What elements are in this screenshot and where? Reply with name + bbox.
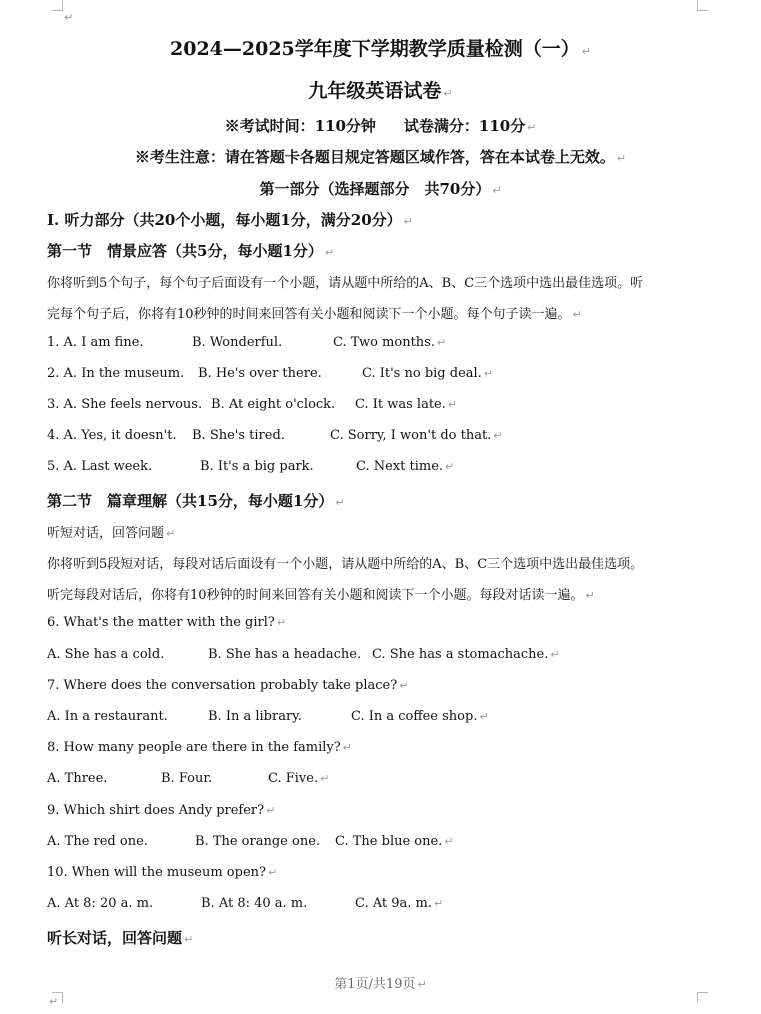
exam-title: 2024—2025学年度下学期教学质量检测（一） ↵: [170, 38, 591, 60]
option-c: C. It's no big deal. ↵: [362, 366, 494, 381]
paragraph-mark: ↵: [64, 11, 74, 24]
option-c: C. Next time. ↵: [356, 459, 455, 474]
option-c: C. Sorry, I won't do that. ↵: [330, 428, 503, 443]
option-b: B. In a library.: [208, 709, 302, 724]
option-b: B. She's tired.: [192, 428, 285, 443]
question-stem: 7. Where does the conversation probably take place? ↵: [47, 678, 409, 693]
page-number: 第1页/共19页 ↵: [334, 977, 427, 992]
option-a: 2. A. In the museum.: [47, 366, 185, 381]
section2-instructions-2: 听完每段对话后，你将有10秒钟的时间来回答有关小题和阅读下一个小题。每段对话读一遍。 ↵: [47, 588, 595, 603]
section2-title: 第二节 篇章理解（共15分，每小题1分） ↵: [47, 492, 345, 510]
option-a: A. In a restaurant.: [47, 709, 168, 724]
option-b: B. He's over there.: [198, 366, 322, 381]
question-stem: 9. Which shirt does Andy prefer? ↵: [47, 803, 276, 818]
option-c: C. At 9a. m. ↵: [355, 896, 444, 911]
listening-title: Ⅰ. 听力部分（共20个小题，每小题1分，满分20分） ↵: [47, 211, 413, 229]
option-a: 4. A. Yes, it doesn't.: [47, 428, 177, 443]
option-b: B. She has a headache.: [208, 647, 362, 662]
exam-time-score: ※考试时间：110分钟 试卷满分：110分 ↵: [224, 117, 537, 135]
option-c: C. It was late. ↵: [355, 397, 458, 412]
option-b: B. Wonderful.: [192, 335, 283, 350]
option-b: B. It's a big park.: [200, 459, 314, 474]
option-c: C. The blue one. ↵: [335, 834, 454, 849]
option-c: C. She has a stomachache. ↵: [372, 647, 560, 662]
exam-notice: ※考生注意：请在答题卡各题目规定答题区域作答，答在本试卷上无效。 ↵: [134, 148, 627, 166]
crop-mark-top-right: [697, 0, 708, 11]
section1-instructions-2: 完每个句子后，你将有10秒钟的时间来回答有关小题和阅读下一个小题。每个句子读一遍。 ↵: [47, 307, 582, 322]
option-c: C. Two months. ↵: [333, 335, 447, 350]
option-a: A. Three.: [47, 771, 108, 786]
question-stem: 10. When will the museum open? ↵: [47, 865, 278, 880]
section1-instructions-1: 你将听到5个句子，每个句子后面设有一个小题，请从题中所给的A、B、C三个选项中选出最佳选项。听: [47, 276, 644, 291]
option-c: C. Five. ↵: [268, 771, 330, 786]
option-a: A. She has a cold.: [47, 647, 165, 662]
question-stem: 8. How many people are there in the family? ↵: [47, 740, 352, 755]
crop-mark-bottom-right: [697, 992, 708, 1003]
section1-title: 第一节 情景应答（共5分，每小题1分） ↵: [47, 242, 335, 260]
option-c: C. In a coffee shop. ↵: [351, 709, 489, 724]
option-a: A. The red one.: [47, 834, 148, 849]
option-b: B. The orange one.: [195, 834, 321, 849]
option-a: A. At 8: 20 a. m.: [47, 896, 154, 911]
section2-instructions-1: 你将听到5段短对话，每段对话后面设有一个小题，请从题中所给的A、B、C三个选项中选出最佳选项。: [47, 557, 644, 572]
option-b: B. At 8: 40 a. m.: [201, 896, 308, 911]
option-a: 5. A. Last week.: [47, 459, 153, 474]
part-title: 第一部分（选择题部分 共70分） ↵: [259, 180, 502, 198]
exam-subtitle: 九年级英语试卷 ↵: [308, 80, 453, 102]
short-dialogue-label: 听短对话，回答问题 ↵: [47, 526, 176, 541]
long-dialogue-label: 听长对话，回答问题 ↵: [47, 929, 194, 947]
option-a: 1. A. I am fine.: [47, 335, 144, 350]
option-b: B. Four.: [161, 771, 213, 786]
paragraph-mark-bottom: ↵: [49, 995, 59, 1008]
option-a: 3. A. She feels nervous.: [47, 397, 203, 412]
option-b: B. At eight o'clock.: [211, 397, 336, 412]
question-stem: 6. What's the matter with the girl? ↵: [47, 615, 287, 630]
